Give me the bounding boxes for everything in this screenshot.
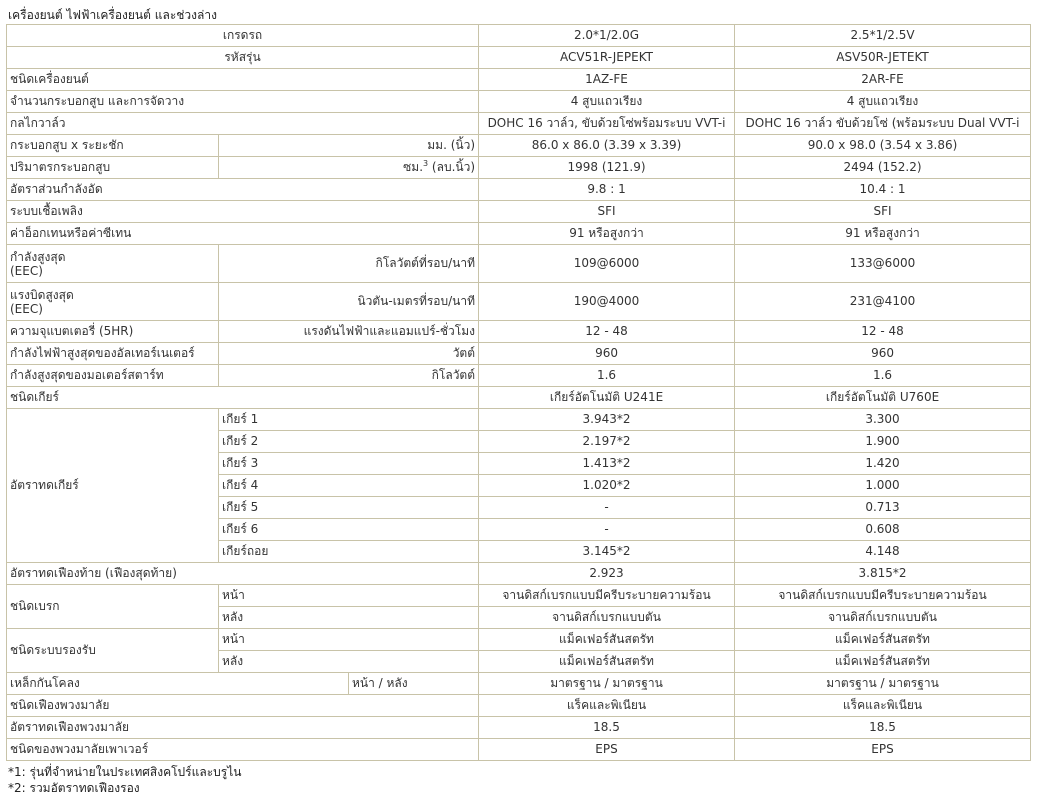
suspension-front-value-1: แม็คเฟอร์สันสตรัท — [479, 629, 735, 651]
bore-stroke-value-2: 90.0 x 98.0 (3.54 x 3.86) — [735, 135, 1031, 157]
power-steering-value-2: EPS — [735, 739, 1031, 761]
table-row — [7, 387, 1031, 409]
table-row — [7, 91, 1031, 113]
displacement-value-1: 1998 (121.9) — [479, 157, 735, 179]
max-torque-value-2: 231@4100 — [735, 283, 1031, 321]
table-row — [7, 135, 1031, 157]
footnotes — [8, 764, 241, 796]
gear-value-1: 2.197*2 — [479, 431, 735, 453]
gear-name: เกียร์ 1 — [219, 409, 479, 431]
bore-stroke-unit: มม. (นิ้ว) — [219, 135, 479, 157]
displacement-value-2: 2494 (152.2) — [735, 157, 1031, 179]
cylinders-value-1: 4 สูบแถวเรียง — [479, 91, 735, 113]
table-row — [7, 223, 1031, 245]
alternator-unit: วัตต์ — [219, 343, 479, 365]
battery-unit: แรงดันไฟฟ้าและแอมแปร์-ชั่วโมง — [219, 321, 479, 343]
gear-name: เกียร์ 3 — [219, 453, 479, 475]
alternator-value-2: 960 — [735, 343, 1031, 365]
alternator-value-1: 960 — [479, 343, 735, 365]
valvetrain-value-2: DOHC 16 วาล์ว ขับด้วยโซ่ (พร้อมระบบ Dual VVT-i — [735, 113, 1031, 135]
brakes-rear-value-1: จานดิสก์เบรกแบบตัน — [479, 607, 735, 629]
stabilizer-value-2: มาตรฐาน / มาตรฐาน — [735, 673, 1031, 695]
cylinders-label: จำนวนกระบอกสูบ และการจัดวาง — [7, 91, 479, 113]
max-torque-label-line-1: แรงบิดสูงสุด — [10, 287, 74, 302]
gear-value-1: 1.413*2 — [479, 453, 735, 475]
page-title: เครื่องยนต์ ไฟฟ้าเครื่องยนต์ และช่วงล่าง — [8, 8, 217, 22]
engine-type-label: ชนิดเครื่องยนต์ — [7, 69, 479, 91]
steering-ratio-value-1: 18.5 — [479, 717, 735, 739]
final-drive-value-2: 3.815*2 — [735, 563, 1031, 585]
gear-value-1: 3.943*2 — [479, 409, 735, 431]
gear-value-2: 0.608 — [735, 519, 1031, 541]
model-value-1: ACV51R-JEPEKT — [479, 47, 735, 69]
suspension-front-pos: หน้า — [219, 629, 479, 651]
table-row — [7, 201, 1031, 223]
fuel-system-label: ระบบเชื้อเพลิง — [7, 201, 479, 223]
displacement-label: ปริมาตรกระบอกสูบ — [7, 157, 219, 179]
gear-ratio-label: อัตราทดเกียร์ — [7, 409, 219, 563]
battery-label: ความจุแบตเตอรี่ (5HR) — [7, 321, 219, 343]
gear-value-2: 1.420 — [735, 453, 1031, 475]
battery-value-1: 12 - 48 — [479, 321, 735, 343]
table-row — [7, 69, 1031, 91]
table-row — [7, 179, 1031, 201]
octane-value-2: 91 หรือสูงกว่า — [735, 223, 1031, 245]
brakes-label: ชนิดเบรก — [7, 585, 219, 629]
steering-ratio-value-2: 18.5 — [735, 717, 1031, 739]
model-label: รหัสรุ่น — [7, 47, 479, 69]
bore-stroke-label: กระบอกสูบ x ระยะชัก — [7, 135, 219, 157]
steering-gear-label: ชนิดเฟืองพวงมาลัย — [7, 695, 479, 717]
max-torque-label-line-2: (EEC) — [10, 301, 43, 316]
suspension-front-value-2: แม็คเฟอร์สันสตรัท — [735, 629, 1031, 651]
brakes-rear-pos: หลัง — [219, 607, 479, 629]
table-row — [7, 283, 1031, 321]
stabilizer-value-1: มาตรฐาน / มาตรฐาน — [479, 673, 735, 695]
max-power-value-2: 133@6000 — [735, 245, 1031, 283]
brakes-front-value-1: จานดิสก์เบรกแบบมีครีบระบายความร้อน — [479, 585, 735, 607]
gear-name: เกียร์ 6 — [219, 519, 479, 541]
table-row — [7, 321, 1031, 343]
suspension-rear-value-1: แม็คเฟอร์สันสตรัท — [479, 651, 735, 673]
stabilizer-label: เหล็กกันโคลง — [7, 673, 349, 695]
transmission-value-1: เกียร์อัตโนมัติ U241E — [479, 387, 735, 409]
starter-value-1: 1.6 — [479, 365, 735, 387]
table-row — [7, 157, 1031, 179]
model-value-2: ASV50R-JETEKT — [735, 47, 1031, 69]
gear-name: เกียร์ 5 — [219, 497, 479, 519]
steering-ratio-label: อัตราทดเฟืองพวงมาลัย — [7, 717, 479, 739]
starter-value-2: 1.6 — [735, 365, 1031, 387]
final-drive-value-1: 2.923 — [479, 563, 735, 585]
steering-gear-value-1: แร็คและพิเนียน — [479, 695, 735, 717]
octane-label: ค่าอ็อกเทนหรือค่าซีเทน — [7, 223, 479, 245]
stabilizer-pos: หน้า / หลัง — [349, 673, 479, 695]
displacement-unit — [219, 157, 479, 179]
max-torque-unit: นิวตัน-เมตรที่รอบ/นาที — [219, 283, 479, 321]
valvetrain-label: กลไกวาล์ว — [7, 113, 479, 135]
table-row — [7, 673, 1031, 695]
starter-unit: กิโลวัตต์ — [219, 365, 479, 387]
table-row — [7, 585, 1031, 607]
engine-type-value-1: 1AZ-FE — [479, 69, 735, 91]
grade-value-1: 2.0*1/2.0G — [479, 25, 735, 47]
table-row — [7, 343, 1031, 365]
starter-label: กำลังสูงสุดของมอเตอร์สตาร์ท — [7, 365, 219, 387]
fuel-system-value-1: SFI — [479, 201, 735, 223]
max-torque-value-1: 190@4000 — [479, 283, 735, 321]
footnote-2: *2: รวมอัตราทดเฟืองรอง — [8, 781, 140, 795]
bore-stroke-value-1: 86.0 x 86.0 (3.39 x 3.39) — [479, 135, 735, 157]
gear-value-1: 3.145*2 — [479, 541, 735, 563]
gear-value-2: 1.900 — [735, 431, 1031, 453]
spec-table — [6, 24, 1031, 761]
footnote-1: *1: รุ่นที่จำหน่ายในประเทศสิงคโปร์และบรูไน — [8, 765, 242, 779]
cylinders-value-2: 4 สูบแถวเรียง — [735, 91, 1031, 113]
gear-value-2: 0.713 — [735, 497, 1031, 519]
compression-value-1: 9.8 : 1 — [479, 179, 735, 201]
suspension-label: ชนิดระบบรองรับ — [7, 629, 219, 673]
gear-name: เกียร์ 4 — [219, 475, 479, 497]
octane-value-1: 91 หรือสูงกว่า — [479, 223, 735, 245]
grade-label: เกรดรถ — [7, 25, 479, 47]
compression-label: อัตราส่วนกำลังอัด — [7, 179, 479, 201]
table-row — [7, 409, 1031, 431]
displacement-unit-sup: 3 — [423, 159, 429, 168]
transmission-value-2: เกียร์อัตโนมัติ U760E — [735, 387, 1031, 409]
suspension-rear-value-2: แม็คเฟอร์สันสตรัท — [735, 651, 1031, 673]
suspension-rear-pos: หลัง — [219, 651, 479, 673]
brakes-front-pos: หน้า — [219, 585, 479, 607]
grade-value-2: 2.5*1/2.5V — [735, 25, 1031, 47]
fuel-system-value-2: SFI — [735, 201, 1031, 223]
max-power-value-1: 109@6000 — [479, 245, 735, 283]
table-row — [7, 695, 1031, 717]
max-power-unit: กิโลวัตต์ที่รอบ/นาที — [219, 245, 479, 283]
alternator-label: กำลังไฟฟ้าสูงสุดของอัลเทอร์เนเตอร์ — [7, 343, 219, 365]
gear-value-2: 1.000 — [735, 475, 1031, 497]
steering-gear-value-2: แร็คและพิเนียน — [735, 695, 1031, 717]
compression-value-2: 10.4 : 1 — [735, 179, 1031, 201]
table-row — [7, 25, 1031, 47]
max-torque-label — [7, 283, 219, 321]
table-row — [7, 365, 1031, 387]
brakes-rear-value-2: จานดิสก์เบรกแบบตัน — [735, 607, 1031, 629]
table-row — [7, 629, 1031, 651]
gear-value-1: - — [479, 519, 735, 541]
transmission-label: ชนิดเกียร์ — [7, 387, 479, 409]
table-row — [7, 245, 1031, 283]
gear-name: เกียร์ 2 — [219, 431, 479, 453]
max-power-label-line-1: กำลังสูงสุด — [10, 249, 66, 264]
engine-type-value-2: 2AR-FE — [735, 69, 1031, 91]
gear-name: เกียร์ถอย — [219, 541, 479, 563]
valvetrain-value-1: DOHC 16 วาล์ว, ขับด้วยโซ่พร้อมระบบ VVT-i — [479, 113, 735, 135]
displacement-unit-pre: ซม. — [403, 160, 424, 174]
battery-value-2: 12 - 48 — [735, 321, 1031, 343]
power-steering-label: ชนิดของพวงมาลัยเพาเวอร์ — [7, 739, 479, 761]
gear-value-2: 3.300 — [735, 409, 1031, 431]
table-row — [7, 113, 1031, 135]
table-row — [7, 563, 1031, 585]
table-row — [7, 717, 1031, 739]
gear-value-2: 4.148 — [735, 541, 1031, 563]
table-row — [7, 47, 1031, 69]
final-drive-label: อัตราทดเฟืองท้าย (เฟืองสุดท้าย) — [7, 563, 479, 585]
max-power-label — [7, 245, 219, 283]
table-row — [7, 739, 1031, 761]
displacement-unit-post: (ลบ.นิ้ว) — [428, 160, 476, 174]
brakes-front-value-2: จานดิสก์เบรกแบบมีครีบระบายความร้อน — [735, 585, 1031, 607]
gear-value-1: 1.020*2 — [479, 475, 735, 497]
power-steering-value-1: EPS — [479, 739, 735, 761]
max-power-label-line-2: (EEC) — [10, 263, 43, 278]
gear-value-1: - — [479, 497, 735, 519]
